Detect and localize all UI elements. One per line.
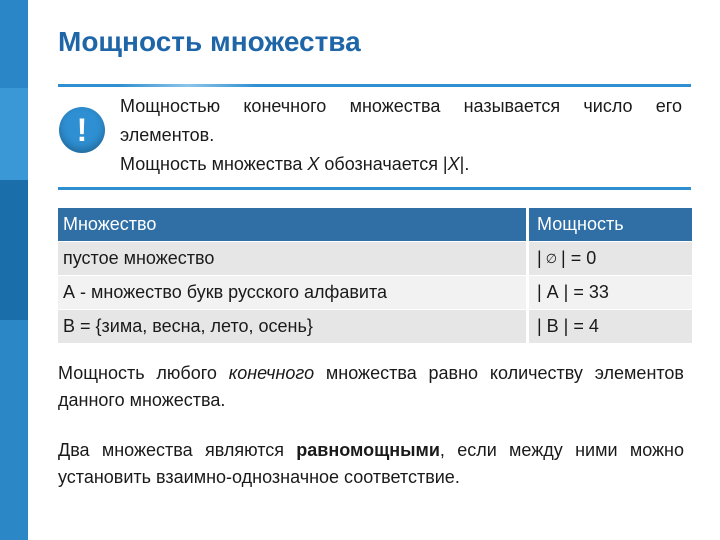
definition-text: Мощностью конечного множества называется число его элементов. xyxy=(120,96,682,145)
page-title: Мощность множества xyxy=(58,26,361,57)
definition-divider xyxy=(58,187,691,190)
header-power: Мощность xyxy=(529,208,692,241)
table-row xyxy=(58,242,692,275)
cell-set: В = {зима, весна, лето, осень} xyxy=(58,310,526,343)
finite-set-paragraph: Мощность любого конечного множества равно количеству элементов данного множества. xyxy=(58,363,684,410)
equipotent-paragraph: Два множества являются равномощными, если между ними можно установить взаимно-однозначное соответствие. xyxy=(58,440,684,487)
title-divider xyxy=(58,84,691,87)
notation-text: Мощность множества X обозначается |X|. xyxy=(120,154,470,174)
exclamation-icon: ! xyxy=(59,107,105,153)
empty-set-symbol: ∅ xyxy=(545,250,558,266)
table-row xyxy=(58,310,692,343)
definition-block xyxy=(120,92,682,179)
sets-table xyxy=(58,208,692,344)
left-sidebar-decoration xyxy=(0,0,28,540)
table-header-row xyxy=(58,208,692,241)
cell-power: | В | = 4 xyxy=(529,310,692,343)
cell-power: | А | = 33 xyxy=(529,276,692,309)
emphasis-finite: конечного xyxy=(228,363,315,383)
table-row xyxy=(58,276,692,309)
cell-set: А - множество букв русского алфавита xyxy=(58,276,526,309)
definition-term: Мощностью xyxy=(120,96,221,116)
cell-power: | ∅ | = 0 xyxy=(529,242,692,275)
header-set: Множество xyxy=(58,208,526,241)
term-equipotent: равномощными xyxy=(296,440,440,460)
cell-set: пустое множество xyxy=(58,242,526,275)
